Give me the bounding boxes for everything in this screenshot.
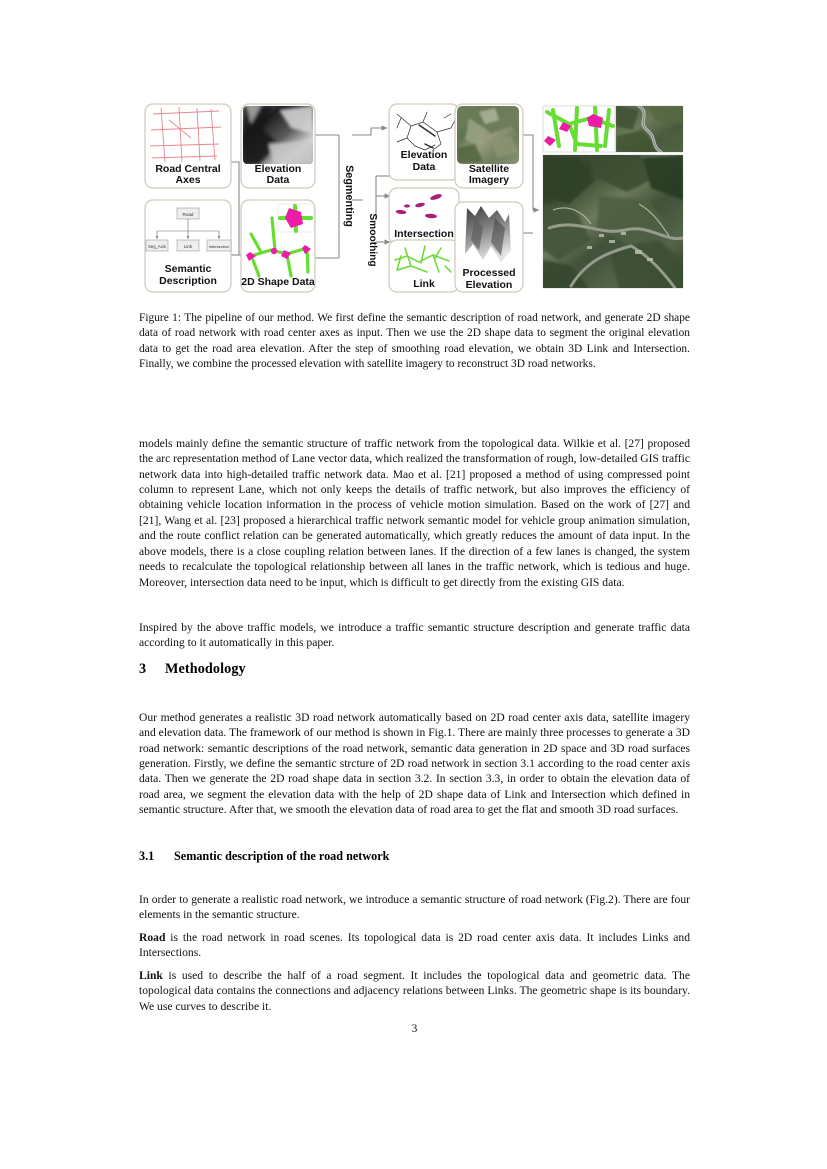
figure-label-processed-elevation-line2: Elevation	[465, 279, 513, 291]
figure-node-processed-elevation	[455, 202, 523, 292]
figure-label-satellite-imagery-line1: Satellite	[468, 163, 510, 175]
figure-label-semantic-description-line1: Semantic	[164, 263, 212, 275]
figure-label-semantic-description-line2: Description	[159, 275, 217, 287]
figure-caption: Figure 1: The pipeline of our method. We first define the semantic description of road network, and generate 2D shape data of road network with road center axes as input. Then we use the 2D shape data to segment the original elevation data to get the road area elevation. After the step of smoothing road elevation, we obtain 3D Link and Intersection. Finally, we combine the processed elevation with satellite imagery to reconstruct 3D road networks.	[139, 312, 690, 371]
paragraph-semantic-intro: In order to generate a realistic road network, we introduce a semantic structure of road network (Fig.2). There are four elements in the semantic structure.	[139, 892, 690, 922]
section-title: Methodology	[165, 661, 246, 677]
figure-label-2d-shape-data: 2D Shape Data	[241, 276, 315, 288]
figure-label-satellite-imagery-line2: Imagery	[468, 174, 510, 186]
paragraph-related-work: models mainly define the semantic structure of traffic network from the topological data. Wilkie et al. [27] proposed the arc representation method of Lane vector data, which realized the transformation of rough, low-detailed GIS traffic network data into high-detailed traffic network data. Mao et al. [21] proposed a method of using compressed point column to represent Lane, which not only keeps the details of traffic network, but also improves the efficiency of obtaining vehicle location information in the process of vehicle motion simulation. Based on the work of [27] and [21], Wang et al. [23] proposed a hierarchical traffic network semantic model for vehicle group animation simulation, and the route conflict relation can be generated automatically, which greatly reduces the amount of data input. In the above models, there is a close coupling relation between lanes. If the direction of a few lanes is changed, the system needs to recalculate the topological relationship between all lanes in the traffic network, which is tedious and huge. Moreover, intersection data need to be input, which is difficult to get directly from the existing GIS data.	[139, 436, 690, 589]
figure-arrow-label-smoothing	[367, 213, 378, 266]
tree-node-intersection: Intersection	[208, 244, 230, 249]
figure-label-elevation-data-line1: Elevation	[254, 163, 302, 175]
paragraph-road-body: is the road network in road scenes. Its topological data is 2D road center axis data. It includes Links and Intersections.	[139, 930, 690, 960]
figure-node-link	[389, 240, 459, 292]
svg-text:Smoothing: Smoothing	[367, 213, 378, 267]
paragraph-road-definition	[139, 930, 690, 961]
satellite-imagery-thumbnail	[457, 106, 519, 164]
figure-1	[139, 100, 690, 298]
subsection-heading-semantic-description	[139, 849, 690, 864]
result-3d-render-panel	[543, 155, 683, 288]
figure-node-road-central-axes	[145, 104, 231, 188]
figure-node-elevation-data-segmented	[389, 104, 459, 180]
figure-label-link: Link	[413, 278, 435, 290]
figure-label-road-central-axes-line2: Axes	[175, 174, 201, 186]
paragraph-link-definition	[139, 968, 690, 1014]
tree-node-root: Road	[182, 212, 194, 217]
runin-road: Road	[139, 930, 166, 944]
figure-label-processed-elevation-line1: Processed	[462, 267, 516, 279]
figure-label-elevation-data2-line2: Data	[412, 161, 436, 173]
tree-node-seg-axis: Seg_Axis	[148, 244, 166, 249]
subsection-number: 3.1	[139, 849, 155, 863]
page-number: 3	[411, 1023, 418, 1035]
paragraph-link-body: is used to describe the half of a road segment. It includes the topological data and geometric data. The topological data contains the connections and adjacency relations between Links. The geometric shape is its boundary. We use curves to describe it.	[139, 968, 690, 1013]
figure-result-panels	[543, 106, 683, 288]
svg-text:Segmenting: Segmenting	[343, 165, 355, 227]
figure-label-elevation-data-line2: Data	[266, 174, 290, 186]
figure-label-intersection: Intersection	[394, 228, 454, 240]
elevation-data-thumbnail	[243, 106, 313, 164]
figure-node-satellite-imagery	[455, 104, 523, 188]
result-satellite-road-panel	[616, 106, 683, 152]
paragraph-method-overview: Our method generates a realistic 3D road network automatically based on 2D road center axis data, satellite imagery and elevation data. The framework of our method is shown in Fig.1. There are mainly three processes to generate a 3D road network: semantic descriptions of the road network, semantic data generation in 2D space and 3D road surfaces generation. Firstly, we define the semantic strcture of 2D road network in section 3.1 according to the road center axis data. Then we generate the 2D road shape data in section 3.2. In section 3.3, in order to obtain the elevation data of road area, we segment the elevation data with the help of 2D shape data of Link and Intersection which defined in semantic structure. After that, we smooth the elevation data of road area to get the flat and smooth 3D road surfaces.	[139, 710, 690, 817]
tree-node-link: Link	[183, 244, 193, 249]
figure-node-semantic-description	[145, 200, 231, 292]
subsection-title: Semantic description of the road network	[174, 849, 390, 863]
runin-link: Link	[139, 968, 163, 982]
figure-node-2d-shape-data	[241, 200, 315, 292]
paragraph-inspired: Inspired by the above traffic models, we introduce a traffic semantic structure description and generate traffic data according to it automatically in this paper.	[139, 620, 690, 650]
figure-label-elevation-data2-line1: Elevation	[400, 149, 448, 161]
figure-label-road-central-axes-line1: Road Central	[155, 163, 221, 175]
figure-node-intersection	[389, 188, 459, 244]
road-central-axes-thumbnail	[147, 106, 227, 164]
figure-arrow-label-segmenting	[343, 165, 355, 227]
processed-elevation-thumbnail	[457, 204, 519, 262]
figure-node-elevation-data	[241, 104, 315, 188]
section-number: 3	[139, 661, 147, 677]
section-heading-methodology	[139, 661, 690, 678]
